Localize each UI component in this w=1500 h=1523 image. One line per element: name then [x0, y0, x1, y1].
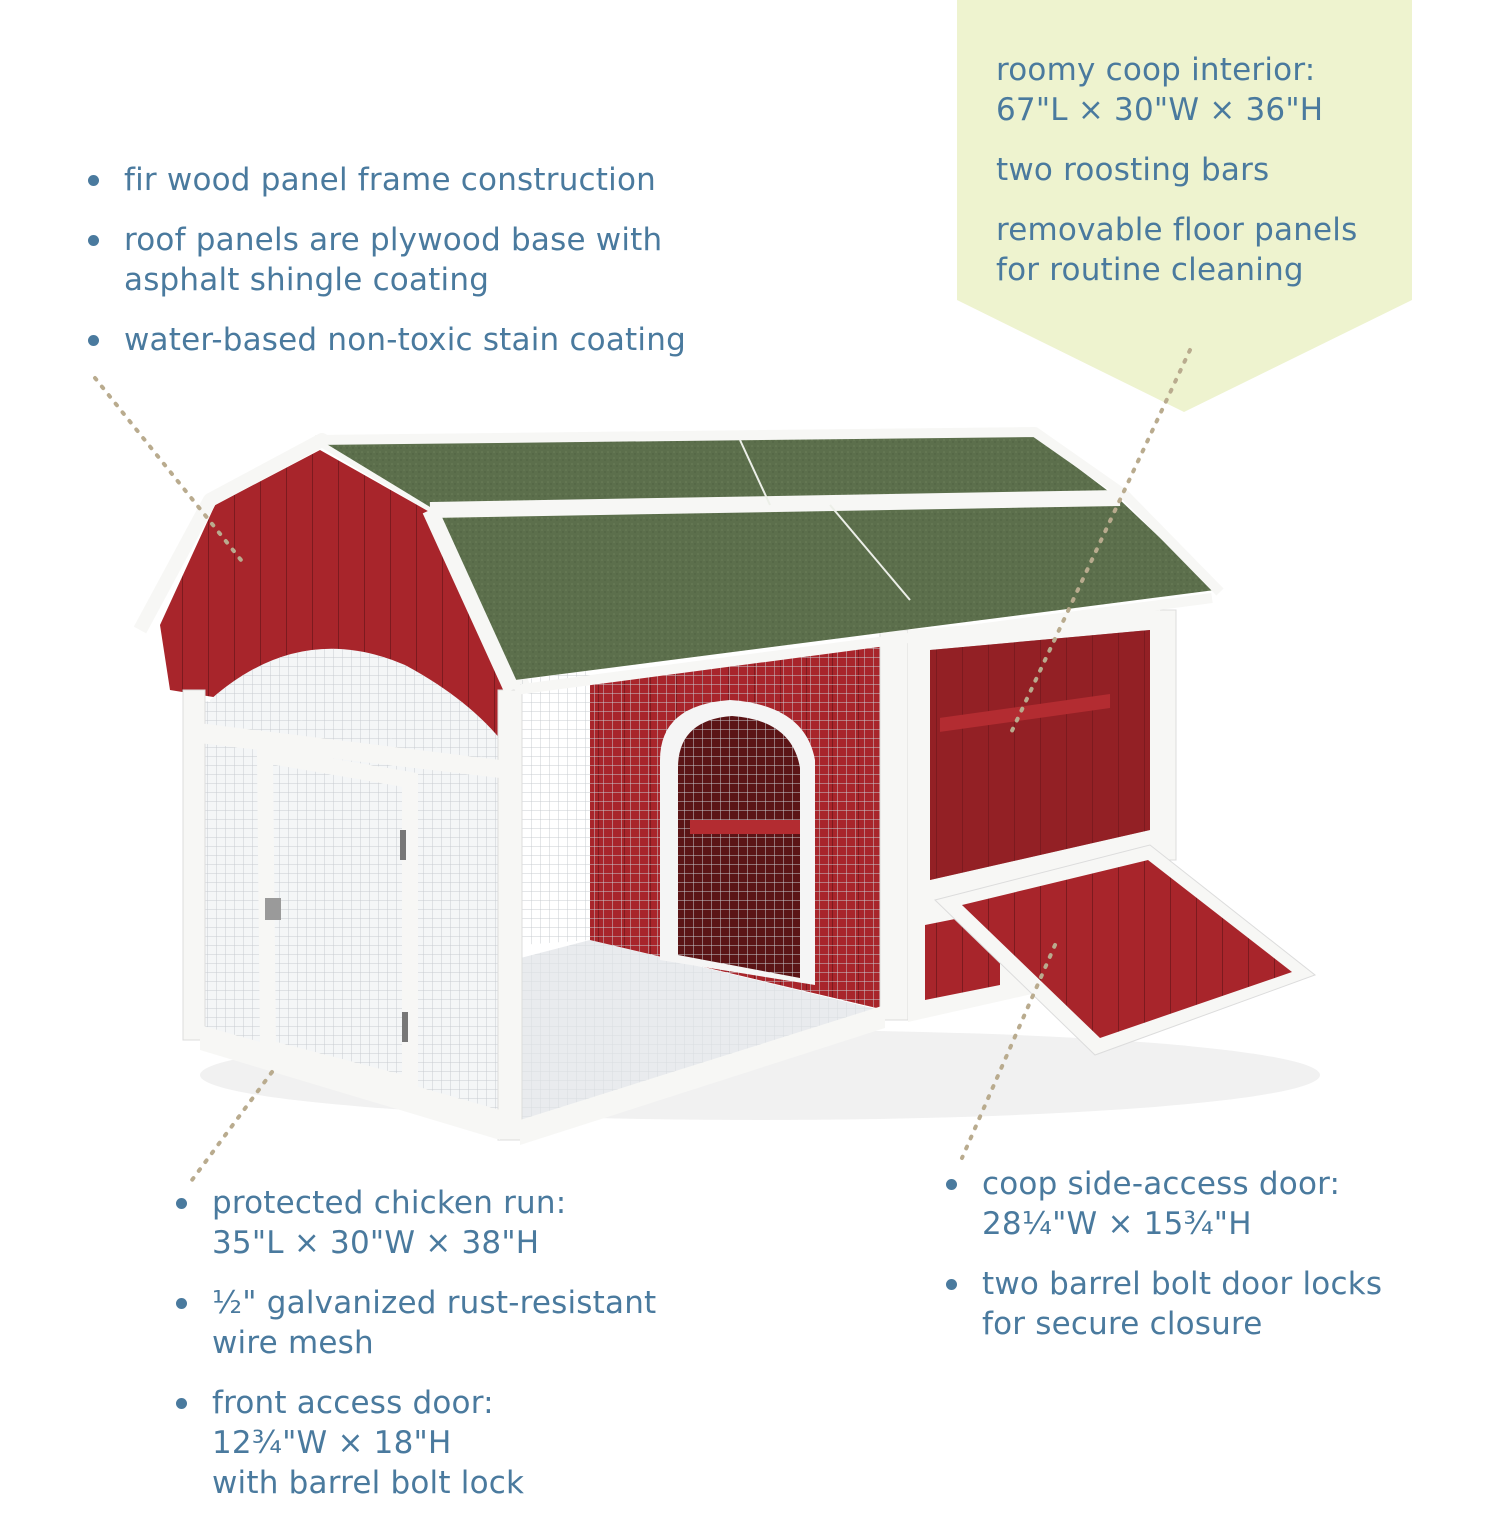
feature-roosting-bars: two roosting bars: [996, 152, 1270, 188]
feature-chicken-run-size: protected chicken run: 35"L × 30"W × 38"H: [174, 1183, 656, 1263]
feature-side-access-door: coop side-access door: 28¼"W × 15¾"H: [944, 1164, 1382, 1244]
feature-front-access-door: front access door: 12¾"W × 18"H with barrel bolt lock: [174, 1383, 656, 1503]
feature-roof-panels: roof panels are plywood base with asphalt shingle coating: [86, 220, 686, 300]
callout-side-door: [944, 1164, 1382, 1364]
callout-run: [174, 1183, 656, 1523]
chicken-coop-illustration: [140, 432, 1320, 1145]
feature-coop-interior-size: roomy coop interior: 67"L × 30"W × 36"H: [996, 52, 1324, 128]
feature-barrel-bolt-locks: two barrel bolt door locks for secure closure: [944, 1264, 1382, 1344]
feature-wire-mesh: ½" galvanized rust-resistant wire mesh: [174, 1283, 656, 1363]
callout-interior: [996, 50, 1357, 310]
callout-materials: [86, 160, 686, 380]
feature-stain-coating: water-based non-toxic stain coating: [86, 320, 686, 360]
feature-fir-wood-frame: fir wood panel frame construction: [86, 160, 686, 200]
feature-removable-floor: removable floor panels for routine cleaning: [996, 212, 1358, 288]
